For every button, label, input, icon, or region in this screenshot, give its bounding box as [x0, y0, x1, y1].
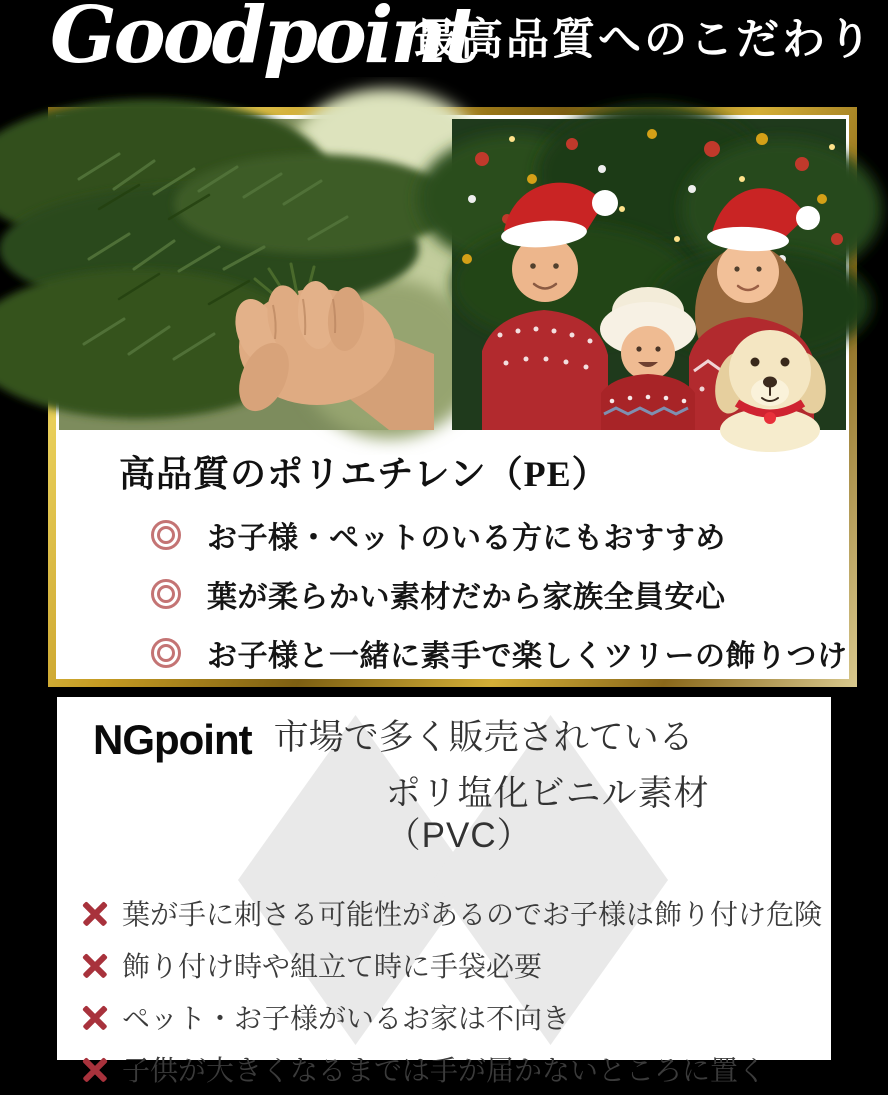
cross-icon	[81, 1056, 108, 1083]
double-circle-icon	[151, 638, 181, 668]
photo-hand-on-branch	[59, 119, 434, 430]
photo-family-christmas	[452, 119, 846, 430]
brand-script-text: Goodpoint	[50, 0, 478, 81]
ng-heading-line2: ポリ塩化ビニル素材（PVC）	[385, 774, 710, 855]
photo-row	[59, 119, 846, 430]
double-circle-icon	[151, 579, 181, 609]
ng-heading-line1: 市場で多く販売されている	[273, 718, 694, 757]
ng-point-item	[81, 991, 831, 1043]
ng-point-text: ペット・お子様がいるお家は不向き	[122, 1003, 571, 1034]
cross-icon	[81, 952, 108, 979]
good-point-item	[151, 631, 846, 675]
ng-point-panel	[57, 697, 831, 1086]
cross-icon	[81, 1004, 108, 1031]
header-banner	[0, 0, 888, 100]
ng-heading	[274, 717, 831, 857]
good-point-text: お子様と一緒に素手で楽しくツリーの飾りつけ	[207, 640, 848, 673]
ng-point-item	[81, 887, 831, 939]
good-point-item	[151, 513, 846, 557]
ng-content	[57, 717, 831, 1095]
ng-point-text: 子供が大きくなるまでは手が届かないところに置く	[122, 1055, 767, 1086]
pe-heading: 高品質のポリエチレン（PE）	[119, 454, 609, 494]
cross-icon	[81, 900, 108, 927]
good-point-list	[151, 513, 846, 675]
ng-point-text: 葉が手に刺さる可能性があるのでお子様は飾り付け危険	[122, 899, 823, 930]
good-point-item	[151, 572, 846, 616]
good-point-panel-inner	[56, 115, 849, 679]
ng-point-text: 飾り付け時や組立て時に手袋必要	[122, 951, 543, 982]
ng-point-item	[81, 939, 831, 991]
ng-point-item	[81, 1043, 831, 1095]
header-title: 最高品質へのこだわり	[414, 17, 874, 64]
ng-header	[93, 717, 831, 857]
good-point-panel	[48, 107, 857, 687]
ng-point-list	[81, 887, 831, 1095]
double-circle-icon	[151, 520, 181, 550]
good-point-text: お子様・ペットのいる方にもおすすめ	[207, 522, 726, 555]
ng-label: NGpoint	[93, 716, 252, 763]
good-point-text: 葉が柔らかい素材だから家族全員安心	[207, 581, 726, 614]
